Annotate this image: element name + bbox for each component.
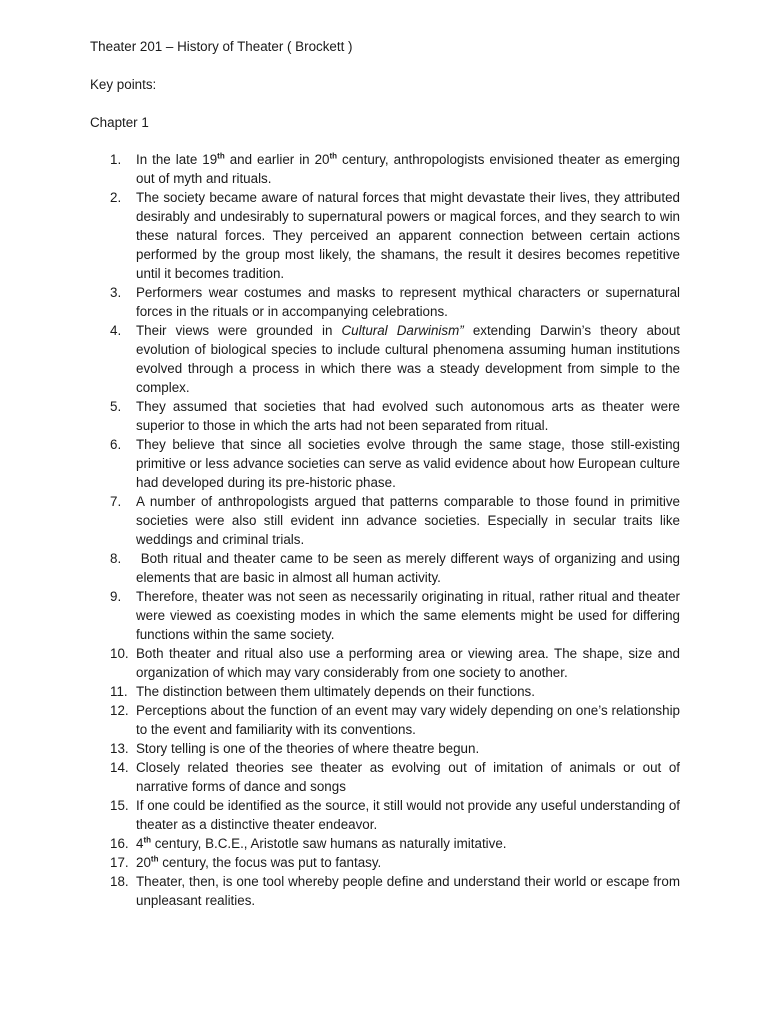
list-item-number: 18. [110, 874, 129, 889]
list-item [90, 283, 680, 321]
list-item-number: 3. [110, 285, 122, 300]
list-item-number: 7. [110, 494, 122, 509]
list-item-number: 6. [110, 437, 122, 452]
list-item [90, 853, 680, 872]
list-item-number: 8. [110, 551, 122, 566]
list-item [90, 549, 680, 587]
list-item-number: 2. [110, 190, 122, 205]
list-item-number: 5. [110, 399, 122, 414]
list-item-number: 12. [110, 703, 129, 718]
list-item-number: 10. [110, 646, 129, 661]
list-item [90, 587, 680, 644]
list-item-text: They believe that since all societies evolve through the same stage, those still-existing primitive or less advance societies can serve as valid evidence about how European culture had developed during its pre-historic phase. [136, 437, 680, 490]
list-item-text: The society became aware of natural forces that might devastate their lives, they attributed desirably and undesirably to supernatural powers or magical forces, and they search to win these natural forces. They perceived an apparent connection between certain actions performed by the group most likely, the shamans, the result it desires becomes repetitive until it becomes tradition. [136, 190, 680, 281]
list-item-text: Therefore, theater was not seen as necessarily originating in ritual, rather ritual and theater were viewed as coexisting modes in which the same elements might be used for differing functions within the same society. [136, 589, 680, 642]
list-item-number: 14. [110, 760, 129, 775]
list-item-number: 13. [110, 741, 129, 756]
list-item-text: Story telling is one of the theories of where theatre begun. [136, 741, 480, 756]
list-item-number: 1. [110, 152, 122, 167]
list-item-text: Performers wear costumes and masks to represent mythical characters or supernatural forces in the rituals or in accompanying celebrations. [136, 285, 680, 319]
list-item [90, 644, 680, 682]
list-item [90, 682, 680, 701]
list-item-number: 16. [110, 836, 129, 851]
list-item [90, 739, 680, 758]
key-points-list [90, 150, 680, 910]
list-item-number: 15. [110, 798, 129, 813]
list-item [90, 834, 680, 853]
list-item [90, 872, 680, 910]
list-item [90, 188, 680, 283]
list-item-text: Both theater and ritual also use a performing area or viewing area. The shape, size and organization of which may vary considerably from one society to another. [136, 646, 680, 680]
list-item-number: 9. [110, 589, 122, 604]
list-item-number: 4. [110, 323, 122, 338]
list-item-text: They assumed that societies that had evolved such autonomous arts as theater were superior to those in which the arts had not been separated from ritual. [136, 399, 680, 433]
list-item [90, 796, 680, 834]
list-item [90, 701, 680, 739]
list-item-number: 11. [110, 684, 128, 699]
list-item-text: Both ritual and theater came to be seen as merely different ways of organizing and using elements that are basic in almost all human activity. [136, 551, 680, 585]
list-item [90, 492, 680, 549]
list-item-text: A number of anthropologists argued that patterns comparable to those found in primitive societies were also still evident inn advance societies. Especially in secular traits like weddings and criminal trials. [136, 494, 680, 547]
list-item-text: If one could be identified as the source, it still would not provide any useful understanding of theater as a distinctive theater endeavor. [136, 798, 680, 832]
list-item [90, 435, 680, 492]
list-item-text: Closely related theories see theater as evolving out of imitation of animals or out of narrative forms of dance and songs [136, 760, 680, 794]
list-item-text: In the late 19th and earlier in 20th century, anthropologists envisioned theater as emerging out of myth and rituals. [136, 151, 680, 186]
list-item [90, 321, 680, 397]
list-item-text: Their views were grounded in Cultural Darwinism” extending Darwin’s theory about evolution of biological species to include cultural phenomena assuming human institutions evolved through a process in which there was a steady development from simple to the complex. [136, 323, 680, 395]
list-item-text: The distinction between them ultimately depends on their functions. [136, 684, 535, 699]
list-item-text: Theater, then, is one tool whereby people define and understand their world or escape from unpleasant realities. [136, 874, 680, 908]
list-item-text: Perceptions about the function of an event may vary widely depending on one’s relationship to the event and familiarity with its conventions. [136, 703, 680, 737]
list-item-text: 4th century, B.C.E., Aristotle saw humans as naturally imitative. [136, 835, 507, 851]
document-title: Theater 201 – History of Theater ( Brockett ) [90, 39, 353, 54]
list-item [90, 397, 680, 435]
list-item [90, 150, 680, 188]
chapter-heading: Chapter 1 [90, 115, 149, 130]
list-item-text: 20th century, the focus was put to fantasy. [136, 854, 382, 870]
list-item-number: 17. [110, 855, 129, 870]
key-points-label: Key points: [90, 77, 157, 92]
list-item [90, 758, 680, 796]
